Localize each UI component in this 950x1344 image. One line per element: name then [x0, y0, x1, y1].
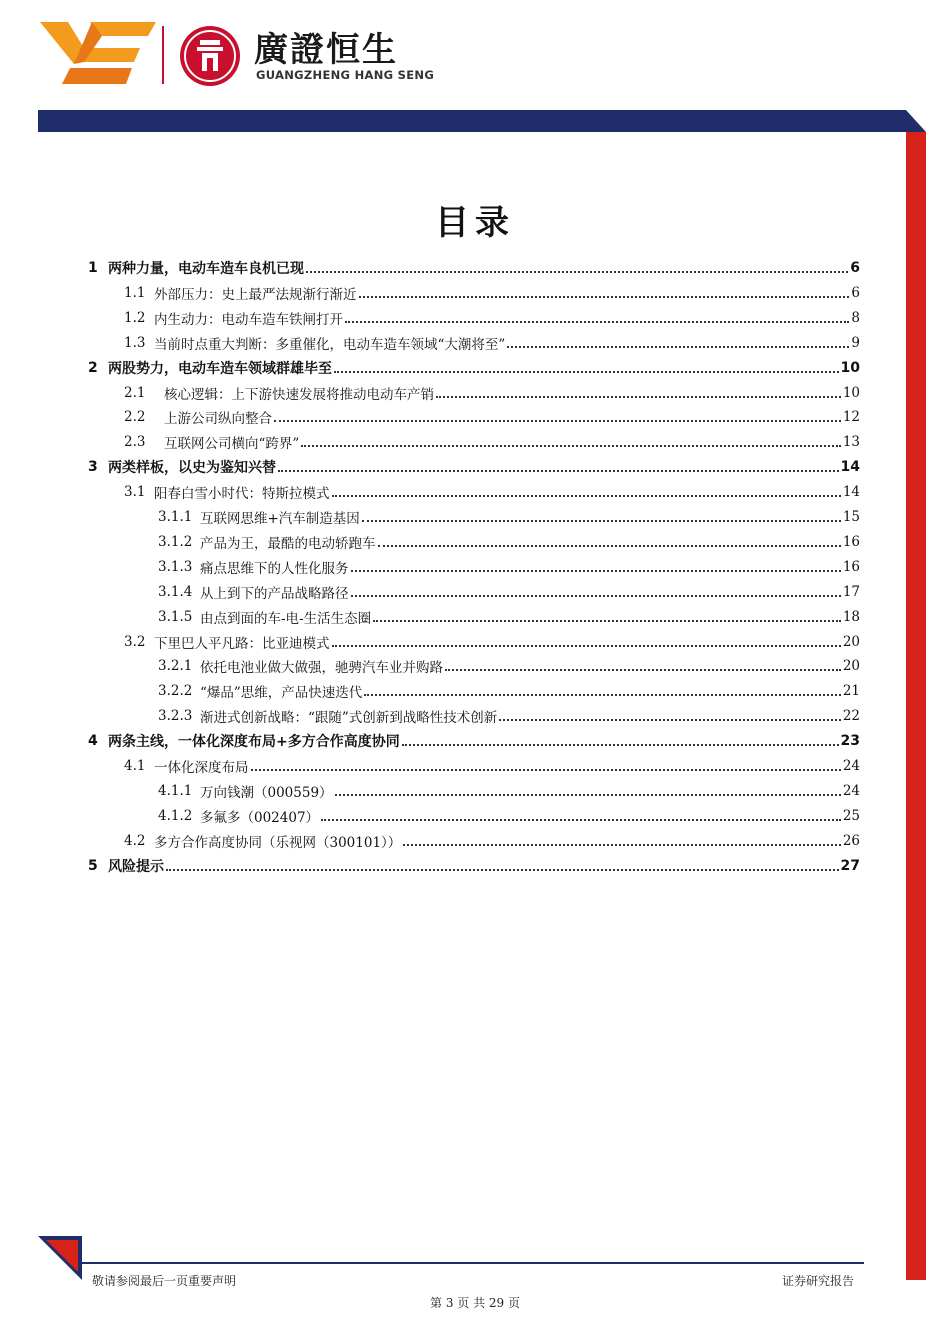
- toc-entry-number: 4.1: [124, 758, 146, 774]
- toc-entry[interactable]: [158, 679, 860, 703]
- toc-leader: [499, 705, 841, 721]
- toc-leader: [278, 456, 839, 472]
- header-logo: [40, 18, 460, 90]
- toc-entry-title: 互联网思维+汽车制造基因: [200, 511, 360, 527]
- toc-entry-page: 20: [842, 633, 860, 650]
- toc-entry-number: 1.3: [124, 334, 146, 351]
- toc-entry-number: 2.2: [124, 409, 146, 426]
- toc-entry[interactable]: [158, 605, 860, 629]
- toc-leader: [274, 406, 841, 422]
- toc-leader: [403, 830, 841, 846]
- toc-entry[interactable]: [124, 630, 860, 654]
- toc-leader: [351, 581, 841, 597]
- toc-entry-title: 上游公司纵向整合: [164, 411, 272, 428]
- toc-entry-page: 12: [842, 409, 860, 426]
- toc-entry-number: 3: [88, 459, 98, 476]
- toc-leader: [306, 257, 848, 273]
- toc-leader: [445, 655, 841, 671]
- toc-entry-title: 当前时点重大判断：多重催化，电动车造车领域“大潮将至”: [154, 336, 506, 353]
- toc-entry-number: 3.2.3: [158, 708, 193, 725]
- toc-entry-number: 3.1.2: [158, 533, 193, 550]
- toc-entry-title: 一体化深度布局: [154, 760, 249, 776]
- seal-icon: [178, 24, 242, 88]
- toc-entry-title: 由点到面的车-电-生活生态圈: [200, 610, 372, 627]
- toc-entry[interactable]: [158, 505, 860, 529]
- toc-entry-number: 4.1.2: [158, 807, 193, 824]
- toc-entry[interactable]: [124, 430, 860, 454]
- toc-entry-number: 3.1.1: [158, 509, 193, 525]
- toc-entry-page: 9: [851, 334, 860, 351]
- toc-entry-number: 3.1.4: [158, 583, 193, 600]
- toc-entry[interactable]: [124, 405, 860, 429]
- toc-entry-title: 两类样板，以史为鉴知兴替: [108, 460, 276, 477]
- toc-entry-number: 1.1: [124, 284, 146, 301]
- toc-entry-number: 3.1.3: [158, 558, 193, 575]
- toc-entry[interactable]: [88, 256, 860, 280]
- toc-leader: [335, 780, 841, 796]
- toc-leader: [507, 332, 849, 348]
- toc-entry-number: 5: [88, 857, 98, 874]
- toc-entry-page: 13: [842, 434, 860, 451]
- toc-entry-page: 18: [842, 608, 860, 625]
- toc-entry-page: 8: [851, 309, 860, 326]
- toc-entry-number: 4.2: [124, 832, 146, 849]
- toc-entry-number: 2.1: [124, 384, 146, 401]
- toc-entry-number: 3.1.5: [158, 608, 193, 625]
- toc-leader: [362, 506, 841, 522]
- toc-entry-number: 1: [88, 260, 98, 276]
- toc-entry-title: 从上到下的产品战略路径: [200, 585, 349, 602]
- toc-entry-number: 3.1: [124, 484, 146, 501]
- toc-entry-page: 26: [842, 832, 860, 849]
- toc-entry-number: 4.1.1: [158, 782, 193, 799]
- toc-entry-page: 10: [840, 359, 860, 376]
- toc-entry-title: 阳春白雪小时代：特斯拉模式: [154, 486, 330, 503]
- toc-leader: [378, 531, 841, 547]
- toc-leader: [251, 755, 841, 771]
- toc-entry-title: 痛点思维下的人性化服务: [200, 560, 349, 577]
- toc-entry-page: 14: [840, 459, 860, 476]
- toc-entry-number: 1.2: [124, 309, 146, 326]
- toc-entry-page: 27: [840, 857, 860, 874]
- toc-entry[interactable]: [158, 779, 860, 803]
- header-band-corner: [898, 110, 926, 132]
- toc-entry[interactable]: [124, 480, 860, 504]
- toc-entry-page: 16: [842, 558, 860, 575]
- toc-entry-page: 23: [840, 733, 860, 750]
- toc-entry-number: 2.3: [124, 434, 146, 451]
- toc-entry-number: 2: [88, 359, 98, 376]
- toc-leader: [332, 631, 841, 647]
- footer-rule: [80, 1262, 864, 1264]
- toc-entry[interactable]: [158, 704, 860, 728]
- toc-entry-number: 3.2: [124, 633, 146, 650]
- toc-entry[interactable]: [158, 580, 860, 604]
- toc-entry[interactable]: [158, 555, 860, 579]
- toc-leader: [436, 382, 841, 398]
- toc-entry-title: 核心逻辑：上下游快速发展将推动电动车产销: [164, 386, 434, 403]
- toc-entry-number: 3.2.2: [158, 683, 193, 700]
- toc-entry-title: 内生动力：电动车造车铁闸打开: [154, 311, 343, 328]
- toc-leader: [166, 855, 839, 871]
- toc-entry[interactable]: [158, 804, 860, 828]
- toc-entry-title: 两条主线，一体化深度布局+多方合作高度协同: [108, 734, 400, 751]
- toc-entry-page: 6: [851, 284, 860, 301]
- toc-entry-page: 15: [842, 509, 860, 525]
- toc-entry[interactable]: [88, 729, 860, 753]
- footer-page-number: 第 3 页 共 29 页: [430, 1296, 520, 1310]
- toc-entry-page: 25: [842, 807, 860, 824]
- toc-entry-title: 多方合作高度协同（乐视网（300101））: [154, 834, 402, 851]
- toc-entry[interactable]: [124, 381, 860, 405]
- toc-entry-title: 外部压力：史上最严法规渐行渐近: [154, 286, 357, 303]
- header-band: [38, 110, 898, 132]
- toc-leader: [321, 805, 841, 821]
- brand-name-cn: 廣證恒生: [254, 30, 398, 70]
- toc-entry[interactable]: [158, 654, 860, 678]
- side-accent-bar: [906, 132, 926, 1280]
- toc-entry-title: 产品为王，最酷的电动轿跑车: [200, 535, 376, 552]
- toc-entry-page: 20: [842, 658, 860, 675]
- toc-entry[interactable]: [124, 829, 860, 853]
- toc-entry-title: 下里巴人平凡路：比亚迪模式: [154, 635, 330, 652]
- footer-notice: 敬请参阅最后一页重要声明: [92, 1274, 237, 1288]
- toc-entry-number: 3.2.1: [158, 658, 193, 675]
- footer-report-type: 证券研究报告: [781, 1274, 854, 1288]
- toc-entry[interactable]: [88, 356, 860, 380]
- toc-entry-title: 两股势力，电动车造车领域群雄毕至: [108, 360, 332, 377]
- ye-logo-icon: [40, 18, 158, 88]
- toc-leader: [334, 357, 839, 373]
- toc-entry-title: “爆品”思维，产品快速迭代: [200, 685, 363, 702]
- footer-corner-icon: [38, 1236, 82, 1280]
- toc-leader: [351, 556, 841, 572]
- toc-leader: [373, 606, 841, 622]
- toc-leader: [402, 730, 839, 746]
- toc-entry[interactable]: [124, 306, 860, 330]
- toc-entry-page: 22: [842, 708, 860, 725]
- toc-entry-page: 10: [842, 384, 860, 401]
- page-title: 目录: [435, 202, 515, 243]
- toc-entry[interactable]: [124, 754, 860, 778]
- toc-entry-page: 17: [842, 583, 860, 600]
- toc-leader: [364, 680, 841, 696]
- toc-entry[interactable]: [88, 455, 860, 479]
- toc-entry[interactable]: [158, 530, 860, 554]
- toc-entry-page: 24: [842, 758, 860, 774]
- toc-entry[interactable]: [88, 854, 860, 878]
- brand-name-en: GUANGZHENG HANG SENG: [256, 68, 435, 82]
- toc-entry-page: 21: [842, 683, 860, 700]
- toc-entry-title: 两种力量，电动车造车良机已现: [108, 261, 304, 277]
- toc-entry-title: 风险提示: [108, 858, 164, 875]
- toc-leader: [301, 431, 841, 447]
- toc-leader: [332, 481, 841, 497]
- toc-leader: [359, 282, 850, 298]
- toc-entry-title: 万向钱潮（000559）: [200, 784, 333, 801]
- toc-entry-page: 14: [842, 484, 860, 501]
- toc-entry-title: 依托电池业做大做强，驰骋汽车业并购路: [200, 660, 443, 677]
- toc-leader: [345, 307, 849, 323]
- toc-entry-title: 渐进式创新战略：“跟随”式创新到战略性技术创新: [200, 710, 498, 727]
- toc-entry[interactable]: [124, 331, 860, 355]
- logo-divider: [162, 26, 164, 84]
- toc-entry[interactable]: [124, 281, 860, 305]
- toc-entry-number: 4: [88, 733, 98, 750]
- toc-entry-page: 16: [842, 533, 860, 550]
- toc-entry-title: 互联网公司横向“跨界”: [164, 436, 300, 453]
- toc-entry-page: 6: [850, 260, 860, 276]
- toc-entry-page: 24: [842, 782, 860, 799]
- toc-entry-title: 多氟多（002407）: [200, 809, 320, 826]
